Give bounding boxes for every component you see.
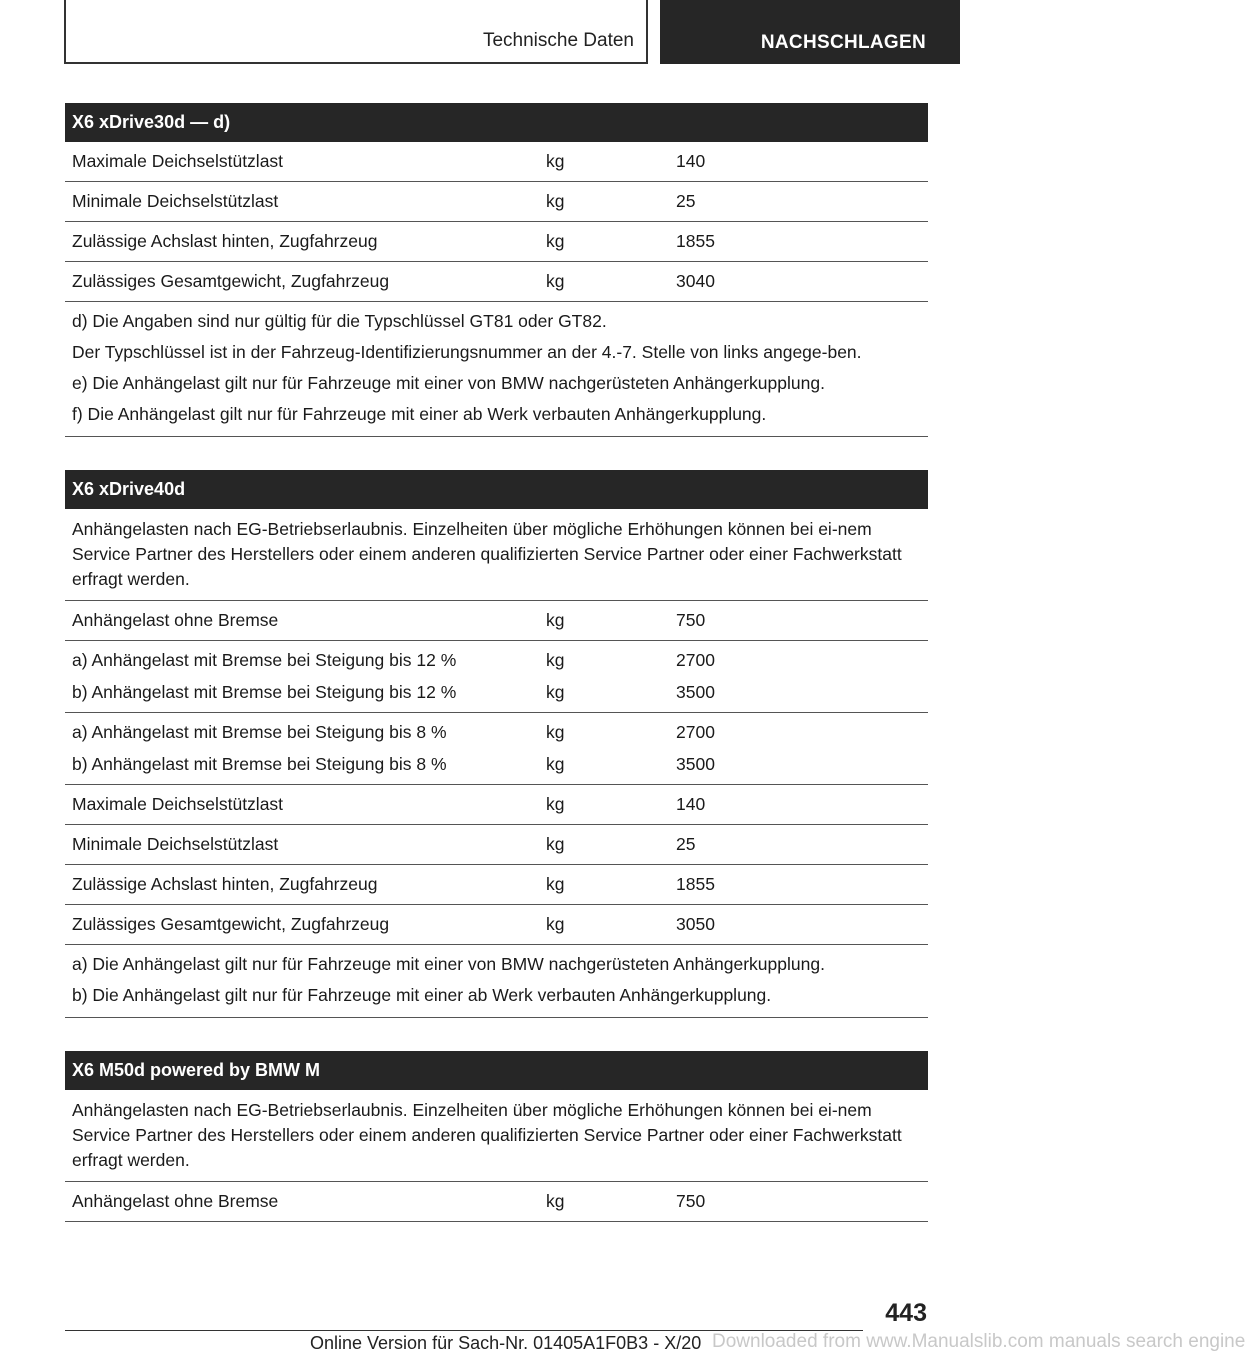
spec-unit: kg xyxy=(546,650,565,670)
spec-unit: kg xyxy=(546,914,565,934)
spec-label: a) Anhängelast mit Bremse bei Steigung bis 12 % xyxy=(72,650,457,670)
footnote: a) Die Anhängelast gilt nur für Fahrzeuge mit einer von BMW nachgerüsteten Anhängerkupplung. xyxy=(72,954,825,974)
spec-label: b) Anhängelast mit Bremse bei Steigung bis 8 % xyxy=(72,754,447,774)
page-number: 443 xyxy=(885,1299,927,1327)
spec-value: 1855 xyxy=(676,874,715,894)
footnote: Der Typschlüssel ist in der Fahrzeug-Identifizierungsnummer an der 4.-7. Stelle von links angege-ben. xyxy=(72,342,862,362)
table-line xyxy=(65,752,928,776)
spec-unit: kg xyxy=(546,754,565,774)
header-section-box xyxy=(660,0,960,64)
table-line xyxy=(65,149,928,173)
spec-value: 750 xyxy=(676,1191,706,1211)
spec-unit: kg xyxy=(546,722,565,742)
spec-value: 25 xyxy=(676,834,696,854)
spec-unit: kg xyxy=(546,151,565,171)
table-row xyxy=(65,865,928,905)
spec-label: Zulässige Achslast hinten, Zugfahrzeug xyxy=(72,231,378,251)
spec-section xyxy=(65,103,928,437)
spec-value: 2700 xyxy=(676,722,715,742)
table-line xyxy=(65,229,928,253)
footnotes xyxy=(65,302,928,437)
table-row xyxy=(65,142,928,182)
spec-label: Maximale Deichselstützlast xyxy=(72,151,284,171)
spec-unit: kg xyxy=(546,191,565,211)
footnotes xyxy=(65,945,928,1018)
footnote: e) Die Anhängelast gilt nur für Fahrzeuge mit einer von BMW nachgerüsteten Anhängerkupplung. xyxy=(72,373,825,393)
spec-label: Minimale Deichselstützlast xyxy=(72,834,279,854)
table-row xyxy=(65,905,928,945)
chapter-title: Technische Daten xyxy=(482,30,634,51)
spec-section xyxy=(65,470,928,1018)
spec-label: Maximale Deichselstützlast xyxy=(72,794,284,814)
table-line xyxy=(65,608,928,632)
footnote: f) Die Anhängelast gilt nur für Fahrzeuge mit einer ab Werk verbauten Anhängerkupplung. xyxy=(72,404,767,424)
spec-label: b) Anhängelast mit Bremse bei Steigung bis 12 % xyxy=(72,682,457,702)
table-line xyxy=(65,832,928,856)
table-line xyxy=(65,872,928,896)
section-intro: Anhängelasten nach EG-Betriebserlaubnis. Einzelheiten über mögliche Erhöhungen können bei ei-nem Service Partner des Herstellers oder einem anderen qualifizierten Service Partner oder einer Fachwerkstatt erfragt werden. xyxy=(65,1090,928,1182)
table-row xyxy=(65,182,928,222)
spec-label: Zulässiges Gesamtgewicht, Zugfahrzeug xyxy=(72,914,390,934)
table-row xyxy=(65,1182,928,1222)
spec-label: Minimale Deichselstützlast xyxy=(72,191,279,211)
content-area xyxy=(65,103,928,1255)
spec-label: Anhängelast ohne Bremse xyxy=(72,610,279,630)
spec-unit: kg xyxy=(546,231,565,251)
spec-unit: kg xyxy=(546,271,565,291)
section-heading: X6 M50d powered by BMW M xyxy=(65,1051,928,1090)
table-line xyxy=(65,1189,928,1213)
spec-value: 750 xyxy=(676,610,706,630)
spec-unit: kg xyxy=(546,610,565,630)
spec-label: a) Anhängelast mit Bremse bei Steigung bis 8 % xyxy=(72,722,447,742)
spec-section xyxy=(65,1051,928,1222)
table-line xyxy=(65,912,928,936)
spec-value: 3040 xyxy=(676,271,715,291)
spec-value: 1855 xyxy=(676,231,715,251)
table-line xyxy=(65,680,928,704)
spec-unit: kg xyxy=(546,1191,565,1211)
table-row xyxy=(65,222,928,262)
table-line xyxy=(65,648,928,672)
table-row xyxy=(65,262,928,302)
spec-value: 3050 xyxy=(676,914,715,934)
spec-label: Zulässige Achslast hinten, Zugfahrzeug xyxy=(72,874,378,894)
footnote: d) Die Angaben sind nur gültig für die Typschlüssel GT81 oder GT82. xyxy=(72,311,607,331)
section-heading: X6 xDrive30d — d) xyxy=(65,103,928,142)
spec-label: Zulässiges Gesamtgewicht, Zugfahrzeug xyxy=(72,271,390,291)
spec-label: Anhängelast ohne Bremse xyxy=(72,1191,279,1211)
table-row xyxy=(65,785,928,825)
footer-online-version: Online Version für Sach-Nr. 01405A1F0B3 - X/20 xyxy=(310,1333,702,1353)
spec-unit: kg xyxy=(546,794,565,814)
spec-unit: kg xyxy=(546,682,565,702)
table-row xyxy=(65,641,928,713)
spec-value: 3500 xyxy=(676,682,715,702)
table-row xyxy=(65,713,928,785)
table-line xyxy=(65,792,928,816)
watermark-text xyxy=(712,1331,1245,1353)
section-title: NACHSCHLAGEN xyxy=(760,32,926,53)
spec-unit: kg xyxy=(546,874,565,894)
section-heading: X6 xDrive40d xyxy=(65,470,928,509)
table-line xyxy=(65,189,928,213)
spec-value: 3500 xyxy=(676,754,715,774)
spec-value: 2700 xyxy=(676,650,715,670)
table-row xyxy=(65,825,928,865)
footnote: b) Die Anhängelast gilt nur für Fahrzeuge mit einer ab Werk verbauten Anhängerkupplung. xyxy=(72,985,772,1005)
spec-unit: kg xyxy=(546,834,565,854)
table-line xyxy=(65,269,928,293)
header-chapter-box xyxy=(64,0,648,64)
watermark-label: Downloaded from www.Manualslib.com manuals search engine xyxy=(712,1331,1245,1352)
section-intro: Anhängelasten nach EG-Betriebserlaubnis. Einzelheiten über mögliche Erhöhungen können bei ei-nem Service Partner des Herstellers oder einem anderen qualifizierten Service Partner oder einer Fachwerkstatt erfragt werden. xyxy=(65,509,928,601)
spec-value: 140 xyxy=(676,151,706,171)
spec-value: 25 xyxy=(676,191,696,211)
table-row xyxy=(65,601,928,641)
table-line xyxy=(65,720,928,744)
spec-value: 140 xyxy=(676,794,706,814)
